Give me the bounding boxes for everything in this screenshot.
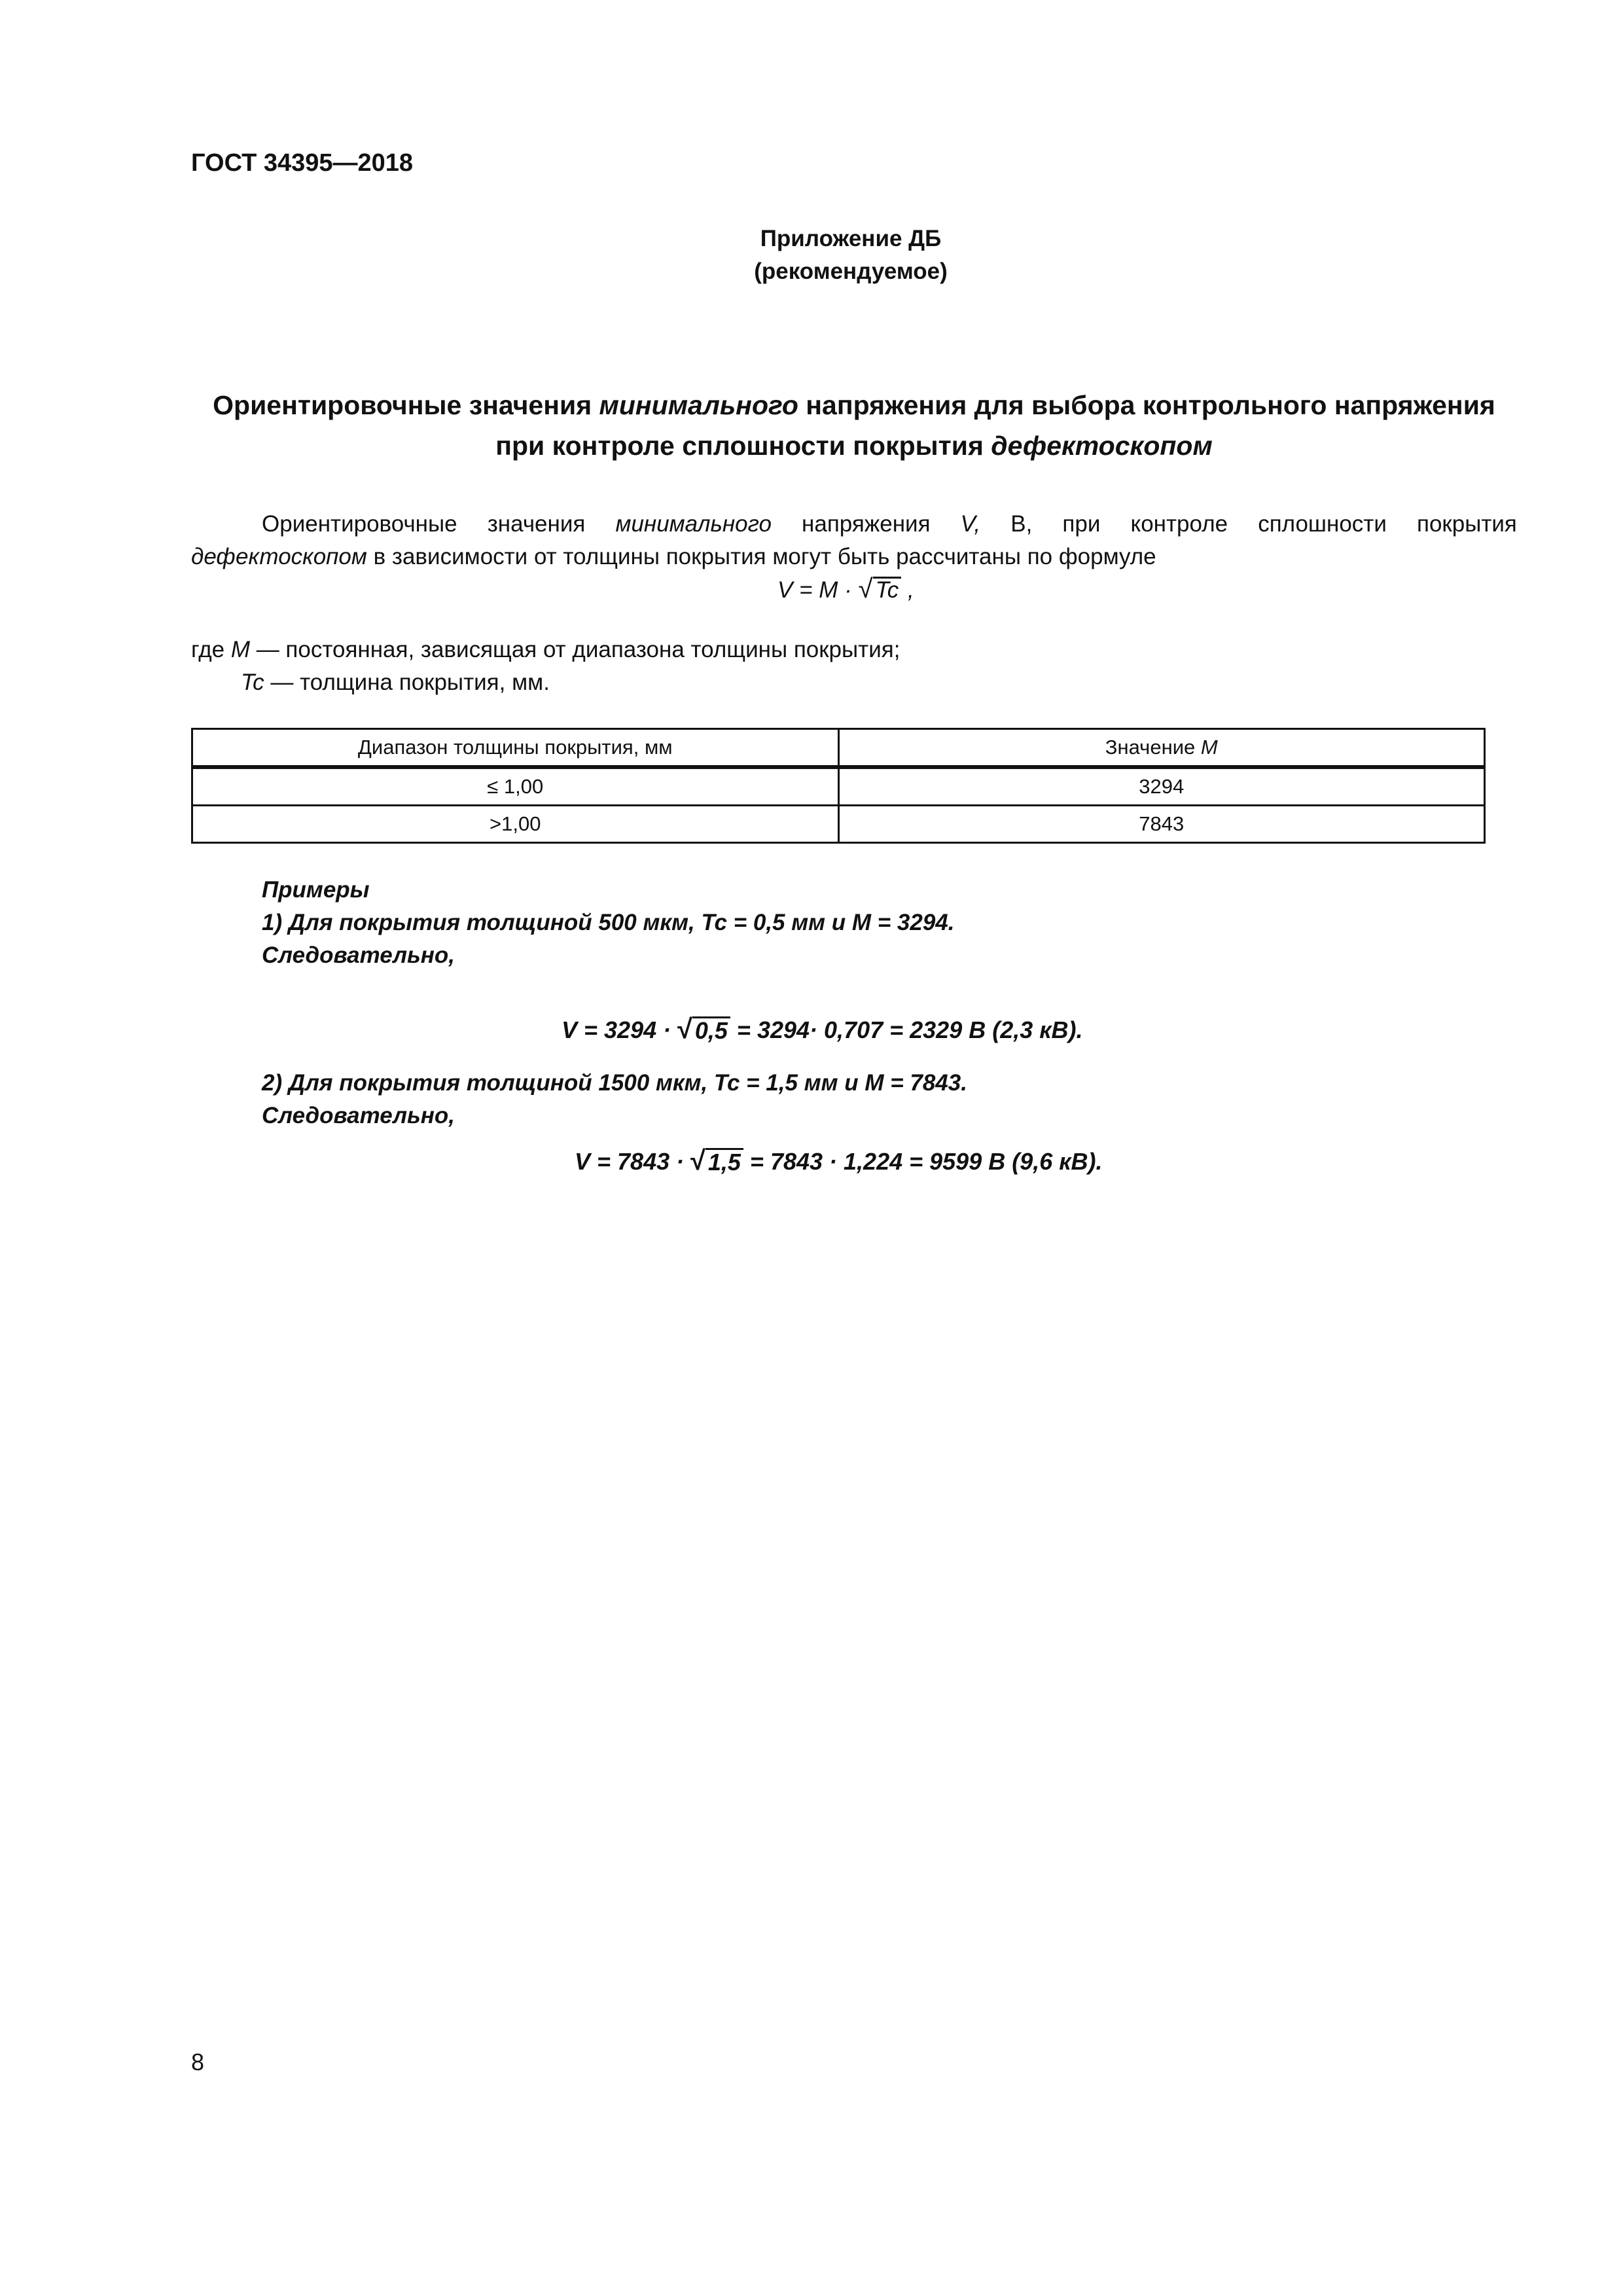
intro-line-1: [191, 508, 1517, 541]
intro-word: В,: [1010, 511, 1033, 537]
table-header-value-text: Значение: [1105, 736, 1201, 759]
table-cell-range: >1,00: [192, 806, 839, 843]
intro-italic-word: дефектоскопом: [191, 544, 367, 569]
symbol-tc: Tc: [241, 670, 264, 695]
where-tc-text: — толщина покрытия, мм.: [264, 670, 550, 695]
table-header-row: [192, 729, 1485, 768]
table-header-value: [838, 729, 1485, 768]
radical-sign-icon: √: [690, 1145, 705, 1175]
example-1-formula: [562, 1016, 1083, 1044]
section-title: [191, 385, 1517, 466]
example-2-formula-lhs: V = 7843 ·: [575, 1148, 685, 1175]
main-formula: [777, 576, 914, 603]
intro-word: при: [1062, 511, 1101, 537]
intro-text: в зависимости от толщины покрытия могут быть рассчитаны по формуле: [366, 544, 1156, 569]
table-header-range: Диапазон толщины покрытия, мм: [192, 729, 839, 768]
square-root: [859, 576, 902, 602]
intro-word: V,: [960, 511, 981, 537]
table-cell-value: 3294: [838, 767, 1485, 806]
examples-heading: Примеры: [262, 877, 370, 903]
table-cell-range: ≤ 1,00: [192, 767, 839, 806]
example-1-formula-lhs: V = 3294 ·: [562, 1016, 671, 1043]
section-title-line-2: [191, 425, 1517, 466]
radical-sign-icon: √: [677, 1014, 692, 1044]
section-title-line-1: [191, 385, 1517, 425]
title-italic-word: дефектоскопом: [991, 431, 1213, 461]
table-cell-value: 7843: [838, 806, 1485, 843]
intro-word: контроле: [1130, 511, 1228, 537]
intro-word: значения: [487, 511, 586, 537]
title-text: напряжения для выбора контрольного напряжения: [798, 390, 1495, 420]
intro-word: напряжения: [802, 511, 931, 537]
coefficient-table: [191, 728, 1486, 844]
intro-word: Ориентировочные: [262, 511, 457, 537]
where-prefix: где: [191, 637, 231, 662]
intro-word: минимального: [615, 511, 772, 537]
square-root: [690, 1147, 743, 1174]
intro-line-2: [191, 541, 1517, 573]
symbol-m: M: [230, 637, 250, 662]
radical-sign-icon: √: [858, 574, 873, 603]
page-number: 8: [191, 2049, 205, 2075]
title-text: при контроле сплошности покрытия: [495, 431, 991, 461]
example-2-formula: [575, 1147, 1103, 1175]
example-2-radicand: 1,5: [705, 1148, 743, 1175]
example-2-conclusion: Следовательно,: [262, 1103, 455, 1128]
formula-tail: ,: [901, 577, 914, 603]
annex-status: (рекомендуемое): [754, 259, 948, 284]
example-2-block: [262, 1067, 967, 1132]
title-italic-word: минимального: [599, 390, 798, 420]
where-m-line: [191, 634, 900, 666]
intro-word: сплошности: [1258, 511, 1387, 537]
table-row: [192, 806, 1485, 843]
table-header-value-symbol: M: [1200, 736, 1218, 759]
where-m-text: — постоянная, зависящая от диапазона толщины покрытия;: [249, 637, 901, 662]
example-1-line: 1) Для покрытия толщиной 500 мкм, Тс = 0,5 мм и М = 3294.: [262, 910, 955, 935]
examples-block: [262, 874, 954, 972]
example-2-formula-rhs: = 7843 · 1,224 = 9599 В (9,6 кВ).: [749, 1148, 1103, 1175]
annex-heading: [0, 223, 1623, 288]
example-1-formula-rhs: = 3294· 0,707 = 2329 В (2,3 кВ).: [736, 1016, 1083, 1043]
title-text: Ориентировочные значения: [213, 390, 599, 420]
square-root: [677, 1016, 730, 1043]
formula-lhs: V = M ·: [777, 577, 852, 603]
intro-paragraph: [191, 508, 1517, 573]
example-1-conclusion: Следовательно,: [262, 942, 455, 968]
example-1-radicand: 0,5: [692, 1016, 730, 1043]
where-tc-line: [241, 666, 550, 699]
annex-title: Приложение ДБ: [760, 226, 942, 251]
table-row: [192, 767, 1485, 806]
example-2-line: 2) Для покрытия толщиной 1500 мкм, Тс = 1,5 мм и М = 7843.: [262, 1070, 967, 1096]
formula-radicand: Tc: [873, 577, 902, 603]
document-code: ГОСТ 34395—2018: [191, 149, 414, 177]
intro-word: покрытия: [1417, 511, 1517, 537]
